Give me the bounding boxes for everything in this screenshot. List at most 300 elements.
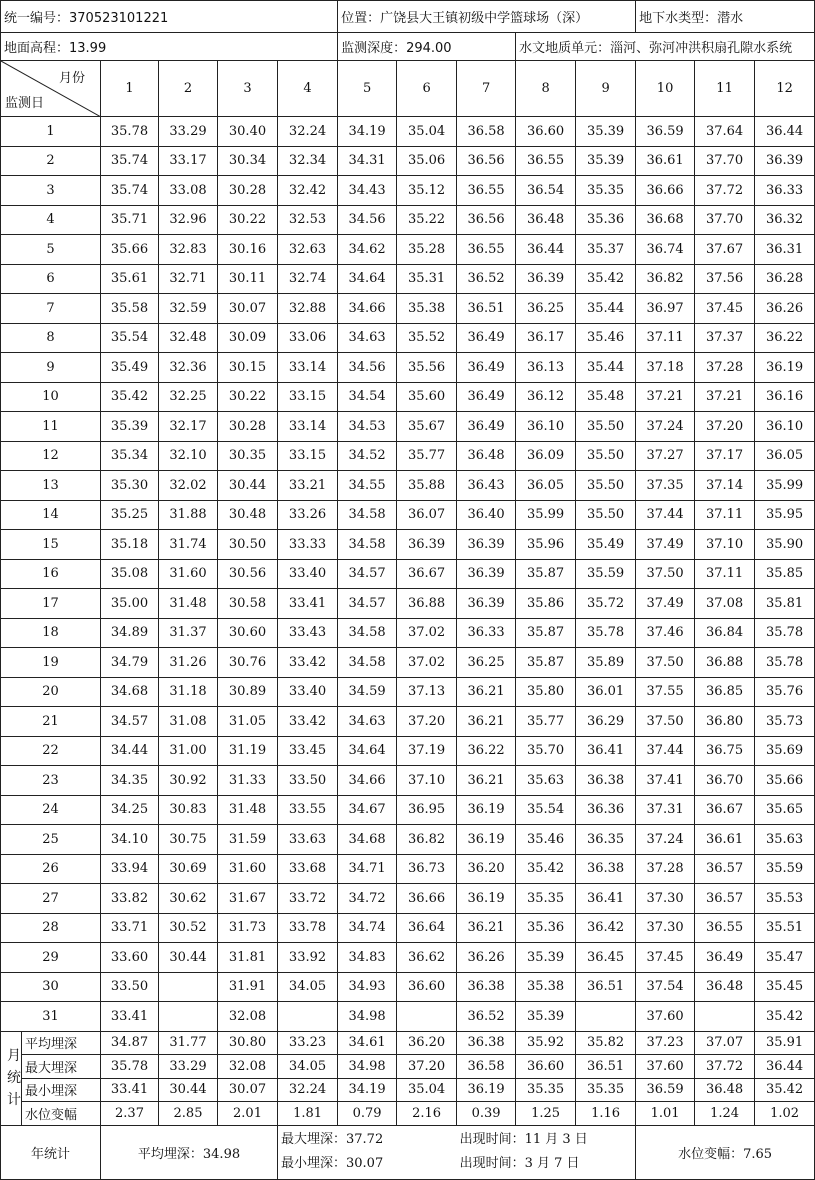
depth-cell: 33.41 xyxy=(101,1002,159,1032)
depth-cell: 35.70 xyxy=(516,736,576,766)
depth-cell: 32.74 xyxy=(278,264,338,294)
depth-cell: 34.58 xyxy=(338,618,397,648)
depth-cell: 34.58 xyxy=(338,530,397,560)
depth-cell: 35.99 xyxy=(755,471,815,501)
depth-cell: 35.54 xyxy=(516,795,576,825)
day-cell: 2 xyxy=(1,146,101,176)
depth-cell: 35.12 xyxy=(397,176,457,206)
depth-cell: 36.62 xyxy=(397,943,457,973)
annual-max-time: 出现时间：11 月 3 日 xyxy=(459,1132,588,1147)
depth-cell: 37.02 xyxy=(397,618,457,648)
depth-cell: 36.32 xyxy=(755,205,815,235)
depth-cell: 36.39 xyxy=(755,146,815,176)
depth-cell: 36.61 xyxy=(695,825,755,855)
depth-cell: 35.39 xyxy=(516,943,576,973)
depth-cell: 34.58 xyxy=(338,648,397,678)
depth-cell: 33.72 xyxy=(278,884,338,914)
stat-cell: 2.85 xyxy=(159,1102,218,1126)
depth-cell: 36.67 xyxy=(397,559,457,589)
header-row-1 xyxy=(1,1,815,33)
day-cell: 13 xyxy=(1,471,101,501)
depth-cell: 35.63 xyxy=(755,825,815,855)
depth-cell: 33.60 xyxy=(101,943,159,973)
month-header-cell: 6 xyxy=(397,61,457,117)
depth-cell: 35.87 xyxy=(516,559,576,589)
corner-cell xyxy=(1,61,101,117)
month-header-row xyxy=(1,61,815,117)
depth-cell: 36.38 xyxy=(576,854,636,884)
table-row xyxy=(1,618,815,648)
depth-cell: 33.50 xyxy=(101,972,159,1002)
annual-avg-depth: 平均埋深：34.98 xyxy=(101,1125,278,1179)
depth-cell: 37.10 xyxy=(397,766,457,796)
depth-cell: 32.53 xyxy=(278,205,338,235)
stat-cell: 1.25 xyxy=(516,1102,576,1126)
depth-cell: 36.49 xyxy=(695,943,755,973)
depth-cell: 35.77 xyxy=(516,707,576,737)
stat-cell: 37.72 xyxy=(695,1055,755,1079)
stat-cell: 35.91 xyxy=(755,1031,815,1055)
depth-cell: 35.50 xyxy=(576,441,636,471)
day-cell: 16 xyxy=(1,559,101,589)
depth-cell: 36.39 xyxy=(457,589,516,619)
depth-cell: 33.40 xyxy=(278,677,338,707)
depth-cell: 36.60 xyxy=(397,972,457,1002)
depth-cell: 34.44 xyxy=(101,736,159,766)
stat-cell: 2.16 xyxy=(397,1102,457,1126)
depth-cell: 34.56 xyxy=(338,353,397,383)
stat-cell: 36.19 xyxy=(457,1078,516,1102)
depth-cell: 36.48 xyxy=(695,972,755,1002)
day-cell: 6 xyxy=(1,264,101,294)
depth-cell: 35.39 xyxy=(516,1002,576,1032)
stat-cell: 32.08 xyxy=(218,1055,278,1079)
depth-cell: 34.25 xyxy=(101,795,159,825)
depth-cell: 35.58 xyxy=(101,294,159,324)
month-header-cell: 1 xyxy=(101,61,159,117)
depth-cell: 30.35 xyxy=(218,441,278,471)
depth-cell: 34.05 xyxy=(278,972,338,1002)
month-header-cell: 12 xyxy=(755,61,815,117)
stat-cell: 34.61 xyxy=(338,1031,397,1055)
depth-cell: 35.61 xyxy=(101,264,159,294)
depth-cell: 37.19 xyxy=(397,736,457,766)
depth-cell: 35.49 xyxy=(101,353,159,383)
depth-cell: 30.56 xyxy=(218,559,278,589)
depth-cell: 35.50 xyxy=(576,412,636,442)
depth-cell: 36.10 xyxy=(755,412,815,442)
stat-cell: 32.24 xyxy=(278,1078,338,1102)
header-row-2 xyxy=(1,33,815,61)
stat-cell: 36.20 xyxy=(397,1031,457,1055)
depth-cell: 35.78 xyxy=(755,618,815,648)
depth-cell: 36.68 xyxy=(636,205,695,235)
stat-cell: 36.58 xyxy=(457,1055,516,1079)
depth-cell: 36.45 xyxy=(576,943,636,973)
depth-cell: 30.22 xyxy=(218,205,278,235)
depth-cell: 34.72 xyxy=(338,884,397,914)
stat-label: 水位变幅 xyxy=(22,1102,101,1126)
depth-cell: 36.39 xyxy=(516,264,576,294)
depth-cell: 35.56 xyxy=(397,353,457,383)
month-header-cell: 11 xyxy=(695,61,755,117)
depth-cell: 34.31 xyxy=(338,146,397,176)
day-cell: 11 xyxy=(1,412,101,442)
day-cell: 5 xyxy=(1,235,101,265)
depth-cell: 35.42 xyxy=(576,264,636,294)
depth-cell: 34.63 xyxy=(338,323,397,353)
depth-cell: 30.28 xyxy=(218,412,278,442)
depth-cell: 36.40 xyxy=(457,500,516,530)
depth-cell: 36.73 xyxy=(397,854,457,884)
table-row xyxy=(1,382,815,412)
depth-cell: 35.47 xyxy=(755,943,815,973)
depth-cell: 34.62 xyxy=(338,235,397,265)
depth-cell: 34.56 xyxy=(338,205,397,235)
month-header-cell: 5 xyxy=(338,61,397,117)
day-cell: 18 xyxy=(1,618,101,648)
stat-label: 平均埋深 xyxy=(22,1031,101,1055)
depth-cell: 36.49 xyxy=(457,382,516,412)
table-row xyxy=(1,854,815,884)
stat-cell: 33.23 xyxy=(278,1031,338,1055)
depth-cell: 35.66 xyxy=(101,235,159,265)
depth-cell: 36.48 xyxy=(516,205,576,235)
depth-cell: 37.60 xyxy=(636,1002,695,1032)
station-id: 统一编号：370523101221 xyxy=(1,1,338,33)
day-cell: 1 xyxy=(1,117,101,147)
depth-cell: 33.33 xyxy=(278,530,338,560)
depth-cell: 31.05 xyxy=(218,707,278,737)
stat-cell: 34.87 xyxy=(101,1031,159,1055)
depth-cell: 37.24 xyxy=(636,412,695,442)
depth-cell: 35.52 xyxy=(397,323,457,353)
depth-cell: 32.10 xyxy=(159,441,218,471)
depth-cell: 36.39 xyxy=(397,530,457,560)
depth-cell: 36.05 xyxy=(516,471,576,501)
depth-cell: 37.24 xyxy=(636,825,695,855)
depth-cell: 33.08 xyxy=(159,176,218,206)
day-cell: 25 xyxy=(1,825,101,855)
depth-cell: 30.15 xyxy=(218,353,278,383)
annual-min-depth: 最小埋深：30.07 xyxy=(281,1156,384,1171)
depth-cell: 34.68 xyxy=(338,825,397,855)
depth-cell: 34.57 xyxy=(338,589,397,619)
depth-cell: 35.74 xyxy=(101,176,159,206)
depth-cell xyxy=(695,1002,755,1032)
depth-cell: 30.52 xyxy=(159,913,218,943)
depth-cell: 35.38 xyxy=(397,294,457,324)
day-cell: 22 xyxy=(1,736,101,766)
day-cell: 9 xyxy=(1,353,101,383)
table-row xyxy=(1,736,815,766)
stat-cell: 35.92 xyxy=(516,1031,576,1055)
depth-cell: 36.25 xyxy=(457,648,516,678)
depth-cell: 36.56 xyxy=(457,205,516,235)
annual-min-time: 出现时间：3 月 7 日 xyxy=(459,1156,580,1171)
table-row xyxy=(1,913,815,943)
table-row xyxy=(1,323,815,353)
depth-cell: 36.10 xyxy=(516,412,576,442)
location: 位置：广饶县大王镇初级中学篮球场（深） xyxy=(338,1,636,33)
depth-cell: 35.38 xyxy=(516,972,576,1002)
depth-cell: 35.78 xyxy=(576,618,636,648)
depth-cell: 37.17 xyxy=(695,441,755,471)
depth-cell: 37.21 xyxy=(636,382,695,412)
depth-cell: 36.05 xyxy=(755,441,815,471)
depth-cell: 33.40 xyxy=(278,559,338,589)
depth-cell: 36.41 xyxy=(576,884,636,914)
depth-cell: 37.55 xyxy=(636,677,695,707)
depth-cell: 34.55 xyxy=(338,471,397,501)
depth-cell: 37.13 xyxy=(397,677,457,707)
depth-cell: 33.55 xyxy=(278,795,338,825)
depth-cell: 30.07 xyxy=(218,294,278,324)
depth-cell: 32.42 xyxy=(278,176,338,206)
depth-cell: 36.61 xyxy=(636,146,695,176)
depth-cell: 37.50 xyxy=(636,648,695,678)
depth-cell: 35.86 xyxy=(516,589,576,619)
depth-cell: 33.68 xyxy=(278,854,338,884)
depth-cell: 35.28 xyxy=(397,235,457,265)
depth-cell: 36.28 xyxy=(755,264,815,294)
day-cell: 20 xyxy=(1,677,101,707)
depth-cell xyxy=(159,1002,218,1032)
depth-cell: 35.18 xyxy=(101,530,159,560)
depth-cell: 36.41 xyxy=(576,736,636,766)
depth-cell: 31.74 xyxy=(159,530,218,560)
depth-cell: 32.34 xyxy=(278,146,338,176)
depth-cell: 35.48 xyxy=(576,382,636,412)
day-cell: 24 xyxy=(1,795,101,825)
stat-cell: 1.81 xyxy=(278,1102,338,1126)
table-row xyxy=(1,500,815,530)
depth-cell: 31.88 xyxy=(159,500,218,530)
depth-cell: 32.17 xyxy=(159,412,218,442)
annual-stat-row xyxy=(1,1125,815,1179)
depth-cell: 34.68 xyxy=(101,677,159,707)
day-cell: 27 xyxy=(1,884,101,914)
depth-cell: 31.81 xyxy=(218,943,278,973)
depth-cell: 35.54 xyxy=(101,323,159,353)
depth-cell: 35.73 xyxy=(755,707,815,737)
month-header-cell: 8 xyxy=(516,61,576,117)
stat-cell: 33.29 xyxy=(159,1055,218,1079)
day-cell: 19 xyxy=(1,648,101,678)
depth-cell: 36.95 xyxy=(397,795,457,825)
stat-cell: 30.44 xyxy=(159,1078,218,1102)
depth-cell xyxy=(278,1002,338,1032)
depth-cell: 34.58 xyxy=(338,500,397,530)
depth-cell: 36.36 xyxy=(576,795,636,825)
depth-cell: 36.26 xyxy=(755,294,815,324)
depth-cell: 33.82 xyxy=(101,884,159,914)
depth-cell: 35.46 xyxy=(516,825,576,855)
depth-cell: 36.48 xyxy=(457,441,516,471)
table-row xyxy=(1,441,815,471)
depth-cell: 30.75 xyxy=(159,825,218,855)
depth-cell: 35.25 xyxy=(101,500,159,530)
depth-cell: 36.19 xyxy=(457,825,516,855)
depth-cell: 31.48 xyxy=(159,589,218,619)
depth-cell: 34.71 xyxy=(338,854,397,884)
depth-cell: 33.15 xyxy=(278,382,338,412)
depth-cell: 37.50 xyxy=(636,707,695,737)
depth-cell: 31.18 xyxy=(159,677,218,707)
depth-cell: 36.33 xyxy=(457,618,516,648)
depth-cell: 35.06 xyxy=(397,146,457,176)
depth-cell: 31.33 xyxy=(218,766,278,796)
stat-cell: 0.39 xyxy=(457,1102,516,1126)
depth-cell: 36.21 xyxy=(457,677,516,707)
depth-cell: 37.56 xyxy=(695,264,755,294)
depth-cell: 33.42 xyxy=(278,707,338,737)
day-cell: 31 xyxy=(1,1002,101,1032)
depth-cell: 37.45 xyxy=(636,943,695,973)
depth-cell: 36.07 xyxy=(397,500,457,530)
stat-cell: 37.07 xyxy=(695,1031,755,1055)
depth-cell: 37.67 xyxy=(695,235,755,265)
depth-cell: 30.11 xyxy=(218,264,278,294)
depth-cell xyxy=(159,972,218,1002)
stat-cell: 30.07 xyxy=(218,1078,278,1102)
depth-cell: 34.57 xyxy=(338,559,397,589)
table-row xyxy=(1,117,815,147)
depth-cell: 31.91 xyxy=(218,972,278,1002)
depth-cell: 32.48 xyxy=(159,323,218,353)
depth-cell: 35.39 xyxy=(576,117,636,147)
depth-cell: 37.18 xyxy=(636,353,695,383)
stat-cell: 1.02 xyxy=(755,1102,815,1126)
stat-cell: 36.48 xyxy=(695,1078,755,1102)
day-cell: 21 xyxy=(1,707,101,737)
depth-cell: 35.35 xyxy=(576,176,636,206)
monthly-stat-row xyxy=(1,1078,815,1102)
depth-cell: 33.26 xyxy=(278,500,338,530)
depth-cell: 36.22 xyxy=(457,736,516,766)
table-row xyxy=(1,176,815,206)
depth-cell: 35.04 xyxy=(397,117,457,147)
depth-cell: 35.60 xyxy=(397,382,457,412)
depth-cell: 36.66 xyxy=(397,884,457,914)
depth-cell: 35.74 xyxy=(101,146,159,176)
depth-cell: 35.44 xyxy=(576,294,636,324)
table-row xyxy=(1,471,815,501)
depth-cell: 35.22 xyxy=(397,205,457,235)
day-cell: 15 xyxy=(1,530,101,560)
depth-cell: 35.08 xyxy=(101,559,159,589)
stat-cell: 34.98 xyxy=(338,1055,397,1079)
stat-cell: 34.05 xyxy=(278,1055,338,1079)
depth-cell: 35.67 xyxy=(397,412,457,442)
monthly-stat-group-label: 月统计 xyxy=(1,1031,22,1125)
depth-cell: 35.78 xyxy=(101,117,159,147)
depth-cell: 30.44 xyxy=(159,943,218,973)
depth-cell: 33.50 xyxy=(278,766,338,796)
stat-cell: 0.79 xyxy=(338,1102,397,1126)
depth-cell: 34.53 xyxy=(338,412,397,442)
depth-cell: 31.60 xyxy=(218,854,278,884)
depth-cell: 37.20 xyxy=(397,707,457,737)
depth-cell: 30.92 xyxy=(159,766,218,796)
depth-cell: 31.37 xyxy=(159,618,218,648)
table-row xyxy=(1,353,815,383)
depth-cell: 37.72 xyxy=(695,176,755,206)
depth-cell: 33.71 xyxy=(101,913,159,943)
day-cell: 8 xyxy=(1,323,101,353)
stat-cell: 2.37 xyxy=(101,1102,159,1126)
depth-cell: 35.76 xyxy=(755,677,815,707)
day-cell: 10 xyxy=(1,382,101,412)
depth-cell: 35.78 xyxy=(755,648,815,678)
depth-cell: 32.83 xyxy=(159,235,218,265)
depth-cell: 30.09 xyxy=(218,323,278,353)
depth-cell: 37.10 xyxy=(695,530,755,560)
stat-cell: 35.42 xyxy=(755,1078,815,1102)
depth-cell: 36.51 xyxy=(457,294,516,324)
depth-cell: 37.54 xyxy=(636,972,695,1002)
depth-cell: 36.21 xyxy=(457,913,516,943)
depth-cell: 35.90 xyxy=(755,530,815,560)
table-row xyxy=(1,589,815,619)
depth-cell: 36.19 xyxy=(457,884,516,914)
stat-cell: 1.16 xyxy=(576,1102,636,1126)
depth-cell: 32.71 xyxy=(159,264,218,294)
depth-cell: 36.38 xyxy=(457,972,516,1002)
depth-cell: 37.64 xyxy=(695,117,755,147)
depth-cell: 34.57 xyxy=(101,707,159,737)
depth-cell: 34.35 xyxy=(101,766,159,796)
depth-cell: 32.24 xyxy=(278,117,338,147)
depth-cell: 34.98 xyxy=(338,1002,397,1032)
day-cell: 17 xyxy=(1,589,101,619)
depth-cell: 35.66 xyxy=(755,766,815,796)
depth-cell: 31.73 xyxy=(218,913,278,943)
depth-cell: 37.44 xyxy=(636,736,695,766)
depth-cell: 32.63 xyxy=(278,235,338,265)
depth-cell: 37.45 xyxy=(695,294,755,324)
depth-cell: 36.38 xyxy=(576,766,636,796)
month-header-cell: 10 xyxy=(636,61,695,117)
depth-cell: 34.66 xyxy=(338,766,397,796)
depth-cell: 37.46 xyxy=(636,618,695,648)
depth-cell: 34.59 xyxy=(338,677,397,707)
table-row xyxy=(1,294,815,324)
depth-cell: 37.37 xyxy=(695,323,755,353)
stat-cell: 1.01 xyxy=(636,1102,695,1126)
depth-cell: 35.36 xyxy=(516,913,576,943)
stat-cell: 1.24 xyxy=(695,1102,755,1126)
depth-cell: 35.63 xyxy=(516,766,576,796)
depth-cell: 36.51 xyxy=(576,972,636,1002)
depth-cell xyxy=(576,1002,636,1032)
depth-cell: 36.29 xyxy=(576,707,636,737)
table-row xyxy=(1,943,815,973)
depth-cell: 34.54 xyxy=(338,382,397,412)
depth-cell: 36.17 xyxy=(516,323,576,353)
stat-cell: 33.41 xyxy=(101,1078,159,1102)
depth-cell: 32.25 xyxy=(159,382,218,412)
table-row xyxy=(1,707,815,737)
depth-cell: 36.13 xyxy=(516,353,576,383)
depth-cell: 36.01 xyxy=(576,677,636,707)
depth-cell: 32.36 xyxy=(159,353,218,383)
depth-cell: 33.14 xyxy=(278,353,338,383)
depth-cell: 35.77 xyxy=(397,441,457,471)
depth-cell: 36.43 xyxy=(457,471,516,501)
day-cell: 7 xyxy=(1,294,101,324)
depth-cell: 37.70 xyxy=(695,205,755,235)
